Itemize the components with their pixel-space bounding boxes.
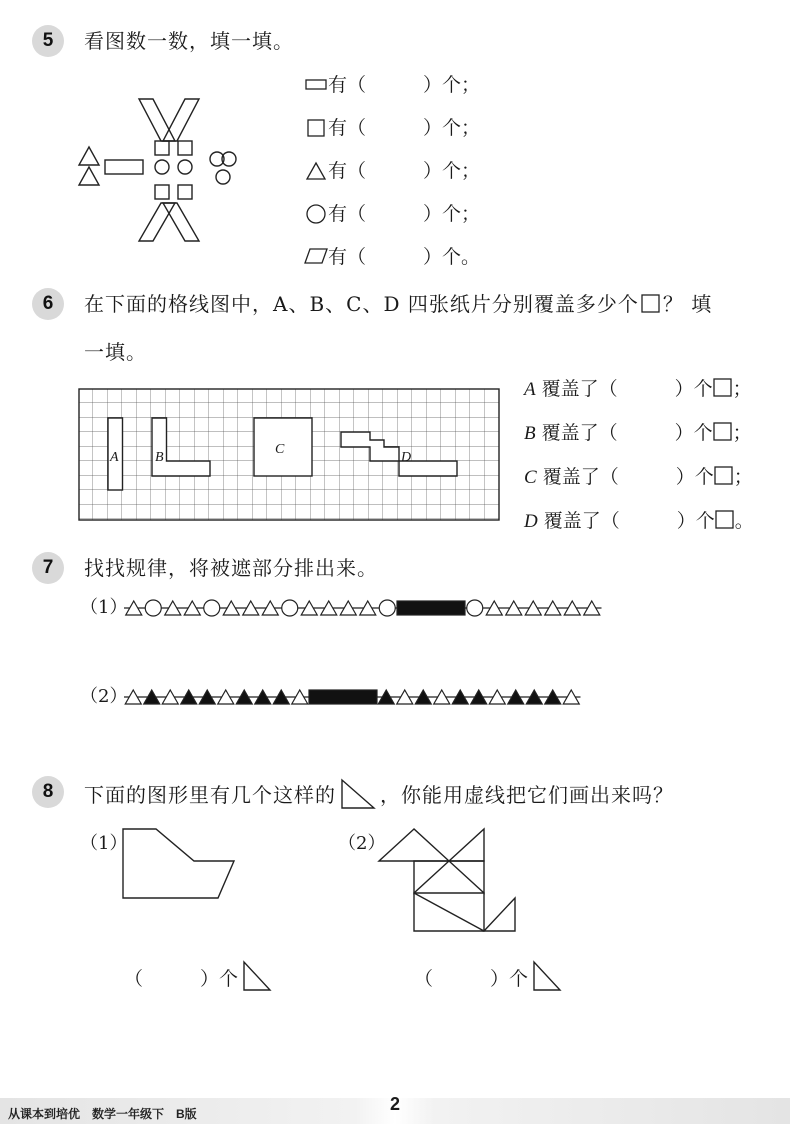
parallelogram-icon [304, 248, 328, 264]
circle-icon [379, 600, 395, 616]
q5-line-square: 有（ ）个； [328, 117, 481, 139]
q6-title-suffix: ？ 填 [662, 292, 713, 316]
q8-part2-label: （2） [338, 833, 386, 854]
piece-a-label: A [110, 450, 119, 465]
q6-answer-b: B 覆盖了（ ）个 ； [524, 422, 752, 444]
question-5-number: 5 [32, 25, 64, 57]
piece-d-label: D [401, 450, 412, 465]
q7-sequence-2 [122, 686, 562, 708]
circle-icon [306, 204, 326, 224]
circle-icon [282, 600, 298, 616]
square-icon [713, 378, 733, 398]
q8-answer-2: （ ）个 [414, 960, 562, 992]
q8-part1-label: （1） [80, 833, 128, 854]
q6-title-text: 在下面的格线图中，A、B、C、D 四张纸片分别覆盖多少个 [84, 292, 639, 316]
q5-line-parallelogram: 有（ ）个。 [328, 246, 481, 268]
right-triangle-icon [340, 778, 376, 810]
piece-b-label: B [155, 450, 164, 465]
q6-answer-a: A 覆盖了（ ）个 ； [524, 378, 752, 400]
question-7-number: 7 [32, 552, 64, 584]
square-icon [307, 119, 325, 137]
q8-title-before: 下面的图形里有几个这样的 [84, 783, 336, 807]
square-icon [641, 294, 661, 314]
page-number: 2 [389, 1094, 400, 1114]
q5-line-circle: 有（ ）个； [328, 203, 481, 225]
square-icon [713, 422, 733, 442]
circle-icon [467, 600, 483, 616]
hidden-block [397, 601, 465, 615]
q8-title-after: ，你能用虚线把它们画出来吗？ [380, 783, 674, 807]
square-icon [714, 466, 734, 486]
question-6-title-line2: 一填。 [84, 340, 147, 364]
square-icon [715, 510, 735, 530]
q5-line-rectangle: 有（ ）个； [328, 74, 481, 96]
q8-figure-2 [378, 828, 518, 934]
hidden-block [309, 690, 377, 704]
q5-figure [75, 95, 245, 245]
circle-icon [204, 600, 220, 616]
triangle-icon [306, 162, 326, 180]
q6-answer-d: D 覆盖了（ ）个 。 [524, 510, 754, 532]
q8-answer-1: （ ）个 [124, 960, 272, 992]
rectangle-icon [305, 79, 327, 91]
piece-c-label: C [275, 442, 285, 457]
question-5-title: 看图数一数，填一填。 [84, 29, 294, 53]
footer-book-title: 从课本到培优 数学一年级下 B版 [8, 1107, 197, 1121]
q7-sequence-1 [122, 597, 562, 619]
q5-line-triangle: 有（ ）个； [328, 160, 481, 182]
q8-figure-1 [122, 828, 242, 900]
circle-icon [145, 600, 161, 616]
q7-part2-label: （2） [80, 686, 128, 707]
question-6-title-line1 [84, 290, 712, 318]
q6-answer-c: C 覆盖了（ ）个 ； [524, 466, 753, 488]
question-8-number: 8 [32, 776, 64, 808]
right-triangle-icon [242, 960, 272, 992]
q6-grid [78, 388, 502, 522]
q7-part1-label: （1） [80, 597, 128, 618]
question-7-title: 找找规律，将被遮部分排出来。 [84, 556, 378, 580]
question-6-number: 6 [32, 288, 64, 320]
question-8-title [84, 778, 674, 810]
right-triangle-icon [532, 960, 562, 992]
